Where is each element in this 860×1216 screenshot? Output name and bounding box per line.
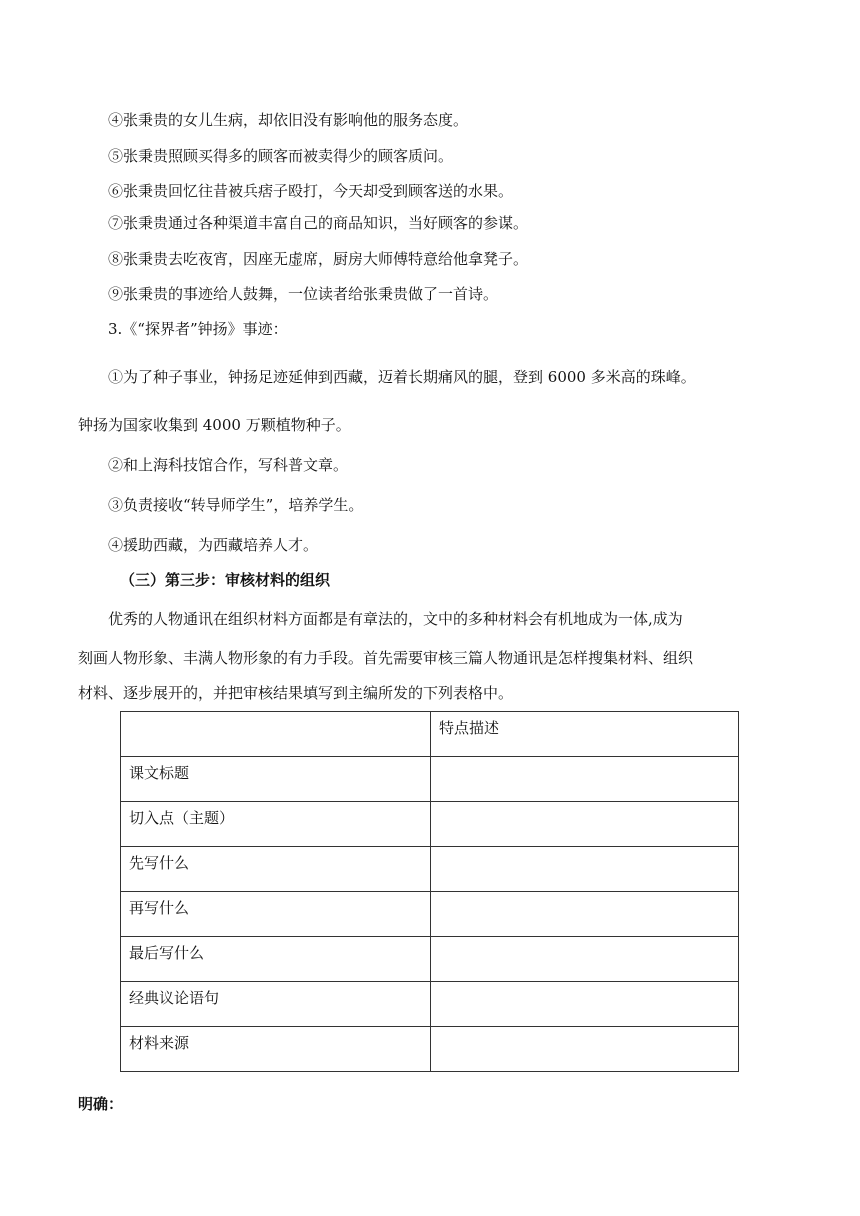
list-item-8: ⑧张秉贵去吃夜宵，因座无虚席，厨房大师傅特意给他拿凳子。 (108, 250, 529, 268)
row-value-cell (431, 937, 739, 982)
list-item-5: ⑤张秉贵照顾买得多的顾客而被卖得少的顾客质问。 (108, 147, 454, 165)
list-item-9: ⑨张秉贵的事迹给人鼓舞，一位读者给张秉贵做了一首诗。 (108, 285, 499, 303)
table-header-cell: 特点描述 (431, 712, 739, 757)
list-item-4: ④张秉贵的女儿生病，却依旧没有影响他的服务态度。 (108, 111, 469, 129)
section3-paragraph-4: ④援助西藏，为西藏培养人才。 (108, 536, 319, 554)
step3-paragraph-line-3: 材料、逐步展开的，并把审核结果填写到主编所发的下列表格中。 (78, 684, 514, 702)
row-label-cell: 课文标题 (121, 757, 431, 802)
row-label-cell: 切入点（主题） (121, 802, 431, 847)
review-table (120, 711, 739, 1072)
list-item-6: ⑥张秉贵回忆往昔被兵痞子殴打，今天却受到顾客送的水果。 (108, 182, 514, 200)
table-header-cell (121, 712, 431, 757)
table-row (121, 937, 739, 982)
footer-label: 明确： (78, 1095, 124, 1113)
row-value-cell (431, 847, 739, 892)
table-row (121, 892, 739, 937)
table-row (121, 802, 739, 847)
section3-paragraph-1-line-2: 钟扬为国家收集到 4000 万颗植物种子。 (78, 416, 351, 434)
table-header-row (121, 712, 739, 757)
row-label-cell: 经典议论语句 (121, 982, 431, 1027)
section3-paragraph-1-line-1: ①为了种子事业，钟扬足迹延伸到西藏，迈着长期痛风的腿，登到 6000 多米高的珠峰。 (108, 368, 696, 386)
row-value-cell (431, 802, 739, 847)
row-value-cell (431, 757, 739, 802)
row-label-cell: 材料来源 (121, 1027, 431, 1072)
section3-heading: 3.《“探界者”钟扬》事迹： (108, 320, 288, 338)
step3-paragraph-line-1: 优秀的人物通讯在组织材料方面都是有章法的，文中的多种材料会有机地成为一体,成为 (108, 610, 683, 628)
row-value-cell (431, 982, 739, 1027)
row-label-cell: 最后写什么 (121, 937, 431, 982)
step3-paragraph-line-2: 刻画人物形象、丰满人物形象的有力手段。首先需要审核三篇人物通讯是怎样搜集材料、组织 (78, 649, 694, 667)
row-value-cell (431, 1027, 739, 1072)
table-row (121, 982, 739, 1027)
table-row (121, 1027, 739, 1072)
row-label-cell: 先写什么 (121, 847, 431, 892)
row-label-cell: 再写什么 (121, 892, 431, 937)
row-value-cell (431, 892, 739, 937)
section3-paragraph-2: ②和上海科技馆合作，写科普文章。 (108, 456, 349, 474)
section3-paragraph-3: ③负责接收“转导师学生”，培养学生。 (108, 496, 364, 514)
list-item-7: ⑦张秉贵通过各种渠道丰富自己的商品知识，当好顾客的参谋。 (108, 214, 529, 232)
step3-heading: （三）第三步：审核材料的组织 (120, 571, 331, 589)
table-row (121, 757, 739, 802)
table-row (121, 847, 739, 892)
